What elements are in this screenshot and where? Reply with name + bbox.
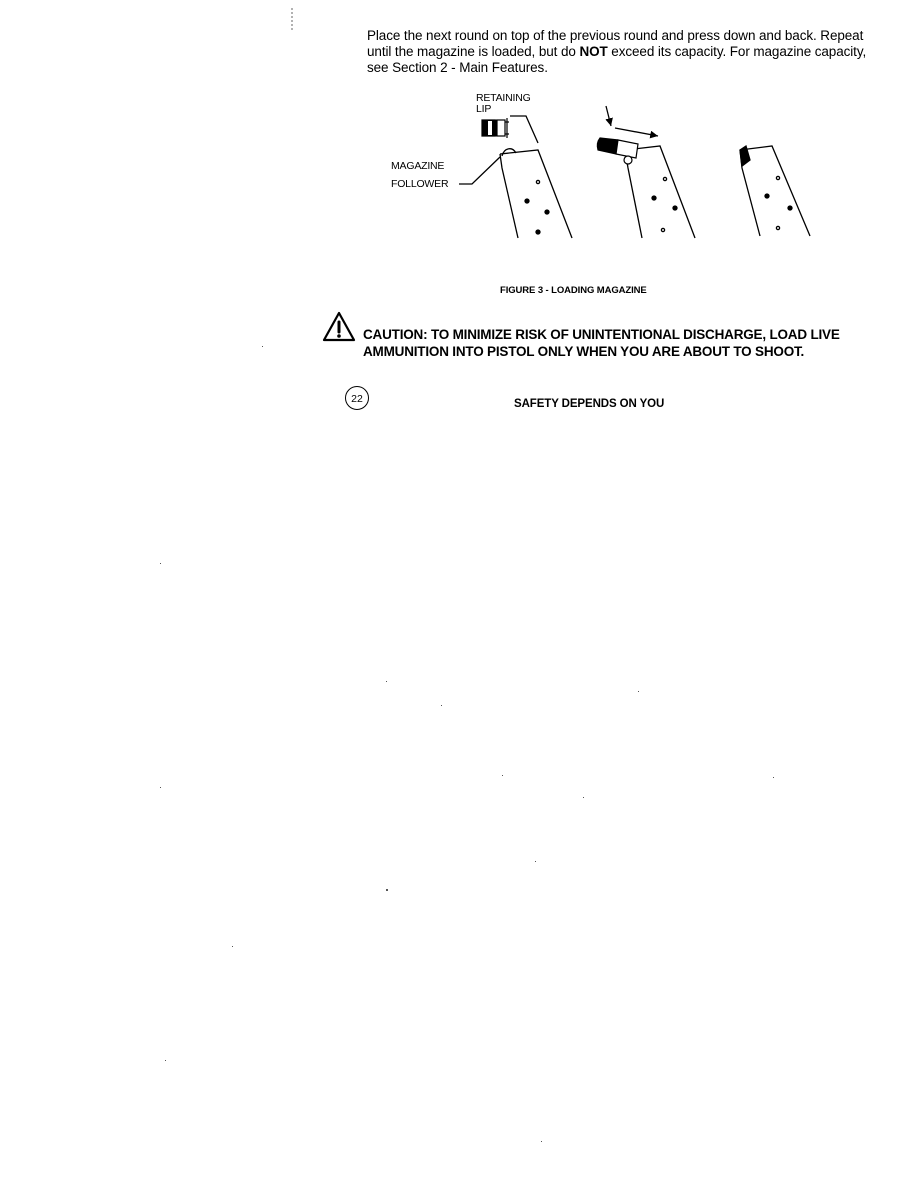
instruction-paragraph <box>367 28 887 76</box>
figure-caption: FIGURE 3 - LOADING MAGAZINE <box>500 285 647 296</box>
follower-label: FOLLOWER <box>391 178 449 190</box>
instruction-text-end: exceed its capacity. For magazine capacity, see Section 2 - Main Features. <box>367 44 867 75</box>
caution-text <box>363 326 903 360</box>
scan-speck <box>386 681 387 682</box>
magazine-3 <box>740 146 810 236</box>
scan-speck <box>502 775 503 776</box>
retaining-label-line2: LIP <box>476 103 492 115</box>
magazine-label: MAGAZINE <box>391 160 445 172</box>
magazine-2 <box>606 106 695 238</box>
instruction-emphasis: NOT <box>579 44 608 59</box>
scan-speck <box>535 861 536 862</box>
binding-mark <box>291 8 293 30</box>
magazine-1 <box>459 116 572 238</box>
scan-speck <box>583 797 584 798</box>
scan-speck <box>165 1060 166 1061</box>
caution-line-2: AMMUNITION INTO PISTOL ONLY WHEN YOU ARE ABOUT TO SHOOT. <box>363 344 805 359</box>
scan-speck <box>232 946 233 947</box>
scan-speck <box>773 777 774 778</box>
retaining-label-line1: RETAINING <box>476 92 531 104</box>
footer-text: SAFETY DEPENDS ON YOU <box>514 398 665 410</box>
scan-speck <box>386 889 388 891</box>
warning-triangle-icon <box>322 311 356 343</box>
caution-line-1: CAUTION: TO MINIMIZE RISK OF UNINTENTIONAL DISCHARGE, LOAD LIVE <box>363 327 840 342</box>
cartridge-inserting-icon <box>597 138 638 164</box>
loading-magazine-figure <box>360 88 820 243</box>
instruction-text-start: Place the next round on top of the previous round and press down and back. Repeat until the magazine is loaded, but do <box>367 28 864 59</box>
cartridge-resting-icon <box>482 118 509 138</box>
scan-speck <box>638 691 639 692</box>
scan-speck <box>262 346 263 347</box>
scan-speck <box>541 1141 542 1142</box>
scan-speck <box>160 563 161 564</box>
scan-speck <box>441 705 442 706</box>
page-number: 22 <box>345 386 369 410</box>
scan-speck <box>160 787 161 788</box>
